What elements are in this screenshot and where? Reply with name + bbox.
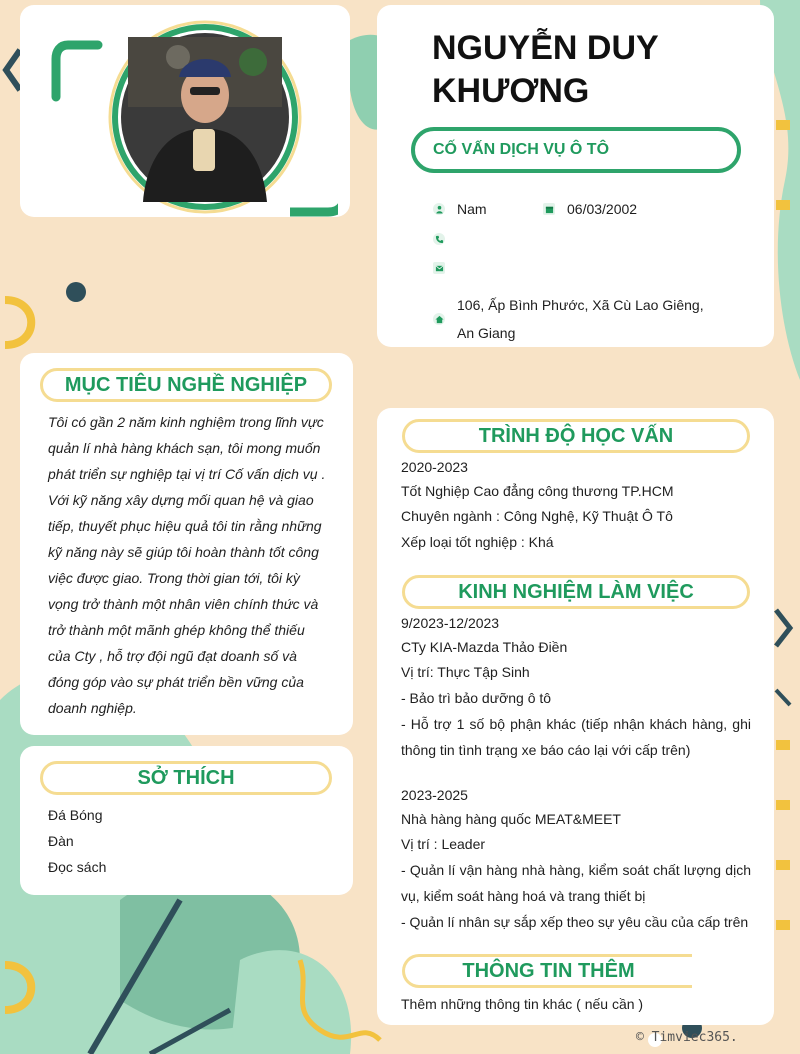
section-title-experience (402, 575, 750, 609)
additional-title: THÔNG TIN THÊM (462, 959, 635, 982)
objective-line: vọng trở thành một nhân viên chính thức và (48, 596, 319, 612)
job-period: 9/2023-12/2023 (401, 615, 500, 631)
hobbies-card (20, 746, 353, 895)
phone-row (433, 233, 457, 245)
address-line2: An Giang (457, 325, 516, 341)
education-title: TRÌNH ĐỘ HỌC VẤN (478, 424, 674, 447)
gender-row (433, 201, 487, 217)
education-major: Chuyên ngành : Công Nghệ, Kỹ Thuật Ô Tô (401, 508, 673, 524)
objective-line: đóng góp vào sự phát triển bền vững của (48, 674, 304, 690)
objective-line: doanh nghiệp. (48, 700, 137, 716)
job-title-badge (411, 127, 741, 173)
section-title-education (402, 419, 750, 453)
job-duty: - Quản lí nhân sự sắp xếp theo sự yêu cầu của cấp trên (401, 914, 749, 930)
section-title-objective (40, 368, 332, 402)
section-title-additional (402, 954, 692, 988)
job-duty: thông tin tình trạng xe báo cáo lại với cấp trên) (401, 742, 691, 758)
email-row (433, 262, 457, 274)
header-card (377, 5, 774, 347)
job-duty: - Bảo trì bảo dưỡng ô tô (401, 690, 552, 706)
birthdate-value: 06/03/2002 (567, 201, 638, 217)
candidate-name (432, 27, 752, 113)
objective-line: Với kỹ năng xây dựng mối quan hệ và giao (48, 492, 314, 508)
section-title-hobbies (40, 761, 332, 795)
address-row (433, 291, 707, 347)
home-icon (433, 313, 445, 325)
job-position: Vị trí: Thực Tập Sinh (401, 664, 530, 680)
additional-text: Thêm những thông tin khác ( nếu cần ) (401, 996, 644, 1012)
objective-line: Tôi có gần 2 năm kinh nghiệm trong lĩnh vực (48, 414, 324, 430)
photo-card (20, 5, 350, 217)
phone-icon (433, 233, 445, 245)
birthdate-row (543, 201, 637, 217)
objective-text (48, 409, 326, 721)
job-period: 2023-2025 (401, 787, 468, 803)
hobbies-title: SỞ THÍCH (137, 766, 235, 789)
job-duty: - Quản lí vận hàng nhà hàng, kiểm soát chất lượng dịch (401, 862, 751, 878)
job-position: Vị trí : Leader (401, 836, 486, 852)
job-duty: - Hỗ trợ 1 số bộ phận khác (tiếp nhận khách hàng, ghi (401, 716, 751, 732)
job-duty: vụ, kiểm soát hàng hoá và trang thiết bị (401, 888, 646, 904)
candidate-name-line1: NGUYỄN DUY (432, 29, 659, 67)
objective-line: trở thành một mãnh ghép không thể thiếu (48, 622, 305, 638)
calendar-icon (543, 203, 555, 215)
job-company: Nhà hàng hàng quốc MEAT&MEET (401, 811, 621, 827)
objective-line: tiếp, thuyết phục hiệu quả tôi tin rằng những (48, 518, 322, 534)
avatar-frame (48, 17, 338, 217)
objective-title: MỤC TIÊU NGHỀ NGHIỆP (64, 373, 308, 396)
education-period: 2020-2023 (401, 459, 468, 475)
avatar (48, 17, 338, 217)
person-icon (433, 203, 445, 215)
details-card (377, 408, 774, 1025)
mail-icon (433, 262, 445, 274)
education-school: Tốt Nghiệp Cao đẳng công thương TP.HCM (401, 483, 674, 499)
address-value (457, 291, 707, 347)
experience-title: KINH NGHIỆM LÀM VIỆC (458, 580, 694, 603)
objective-line: của Cty , hỗ trợ đội ngũ đạt doanh số và (48, 648, 297, 664)
address-line1: 106, Ấp Bình Phước, Xã Cù Lao Giêng, (457, 297, 704, 313)
hobby-item: Đá Bóng (48, 807, 103, 823)
career-objective-card (20, 353, 353, 735)
education-grade: Xếp loại tốt nghiệp : Khá (401, 534, 554, 550)
candidate-name-line2: KHƯƠNG (432, 72, 590, 110)
objective-line: kỹ năng này sẽ giúp tôi hoàn thành tốt công (48, 544, 319, 560)
objective-line: phát triển sự nghiệp tại vị trí Cố vấn dịch vụ . (48, 466, 326, 482)
watermark: © Timviec365. (636, 1030, 738, 1045)
hobby-item: Đọc sách (48, 859, 107, 875)
job-title: CỐ VẤN DỊCH VỤ Ô TÔ (433, 141, 610, 158)
gender-value: Nam (457, 201, 487, 217)
job-company: CTy KIA-Mazda Thảo Điền (401, 639, 568, 655)
objective-line: quản lí nhà hàng khách sạn, tôi mong muốn (48, 440, 321, 456)
objective-line: việc được giao. Trong thời gian tới, tôi kỳ (48, 570, 300, 586)
hobby-item: Đàn (48, 833, 74, 849)
